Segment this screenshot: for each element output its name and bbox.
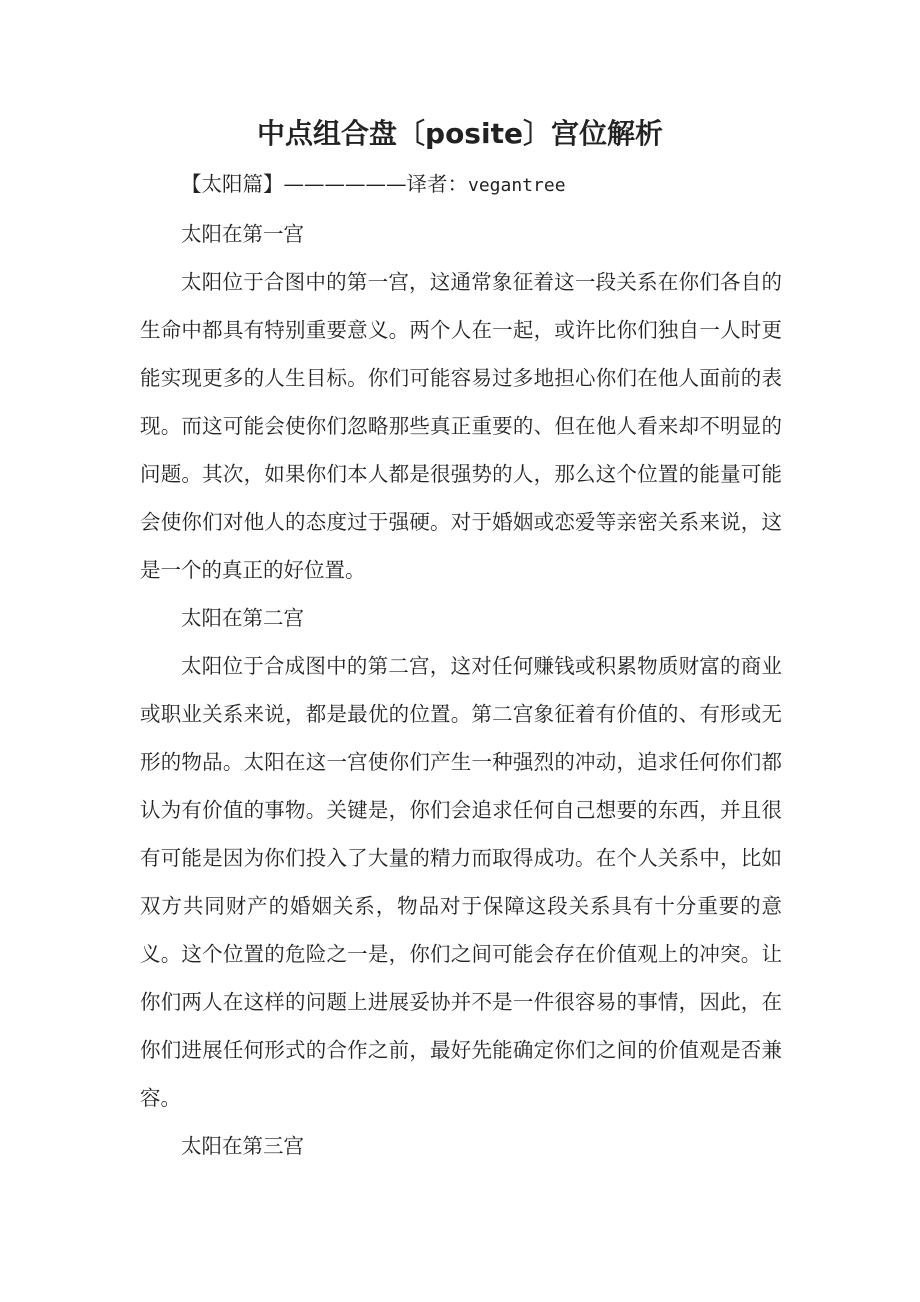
section-heading-house-2: 太阳在第二宫 [181,606,304,630]
translator-prefix: 译者： [406,172,468,196]
section-paragraph-house-1: 太阳位于合图中的第一宫，这通常象征着这一段关系在你们各自的生命中都具有特别重要意义。两个人在一起，或许比你们独自一人时更能实现更多的人生目标。你们可能容易过多地担心你们在他人面前的表现。而这可能会使你们忽略那些真正重要的、但在他人看来却不明显的问题。其次，如果你们本人都是很强势的人，那么这个位置的能量可能会使你们对他人的态度过于强硬。对于婚姻或恋爱等亲密关系来说，这是一个的真正的好位置。 [140,270,782,582]
section-paragraph-house-2: 太阳位于合成图中的第二宫，这对任何赚钱或积累物质财富的商业或职业关系来说，都是最优的位置。第二宫象征着有价值的、有形或无形的物品。太阳在这一宫使你们产生一种强烈的冲动，追求任何你们都认为有价值的事物。关键是，你们会追求任何自己想要的东西，并且很有可能是因为你们投入了大量的精力而取得成功。在个人关系中，比如双方共同财产的婚姻关系，物品对于保障这段关系具有十分重要的意义。这个位置的危险之一是，你们之间可能会存在价值观上的冲突。让你们两人在这样的问题上进展妥协并不是一件很容易的事情，因此，在你们进展任何形式的合作之前，最好先能确定你们之间的价值观是否兼容。 [140,654,782,1110]
section-heading-house-1: 太阳在第一宫 [181,222,304,246]
section-heading-house-3: 太阳在第三宫 [181,1134,304,1158]
document-body [140,160,782,1170]
intro-label: 【太阳篇】 [181,172,284,196]
document-title: 中点组合盘〔posite〕宫位解析 [257,117,663,150]
intro-dashes: —————— [283,172,407,196]
translator-name: vegantree [468,175,566,196]
intro-line [140,160,782,210]
